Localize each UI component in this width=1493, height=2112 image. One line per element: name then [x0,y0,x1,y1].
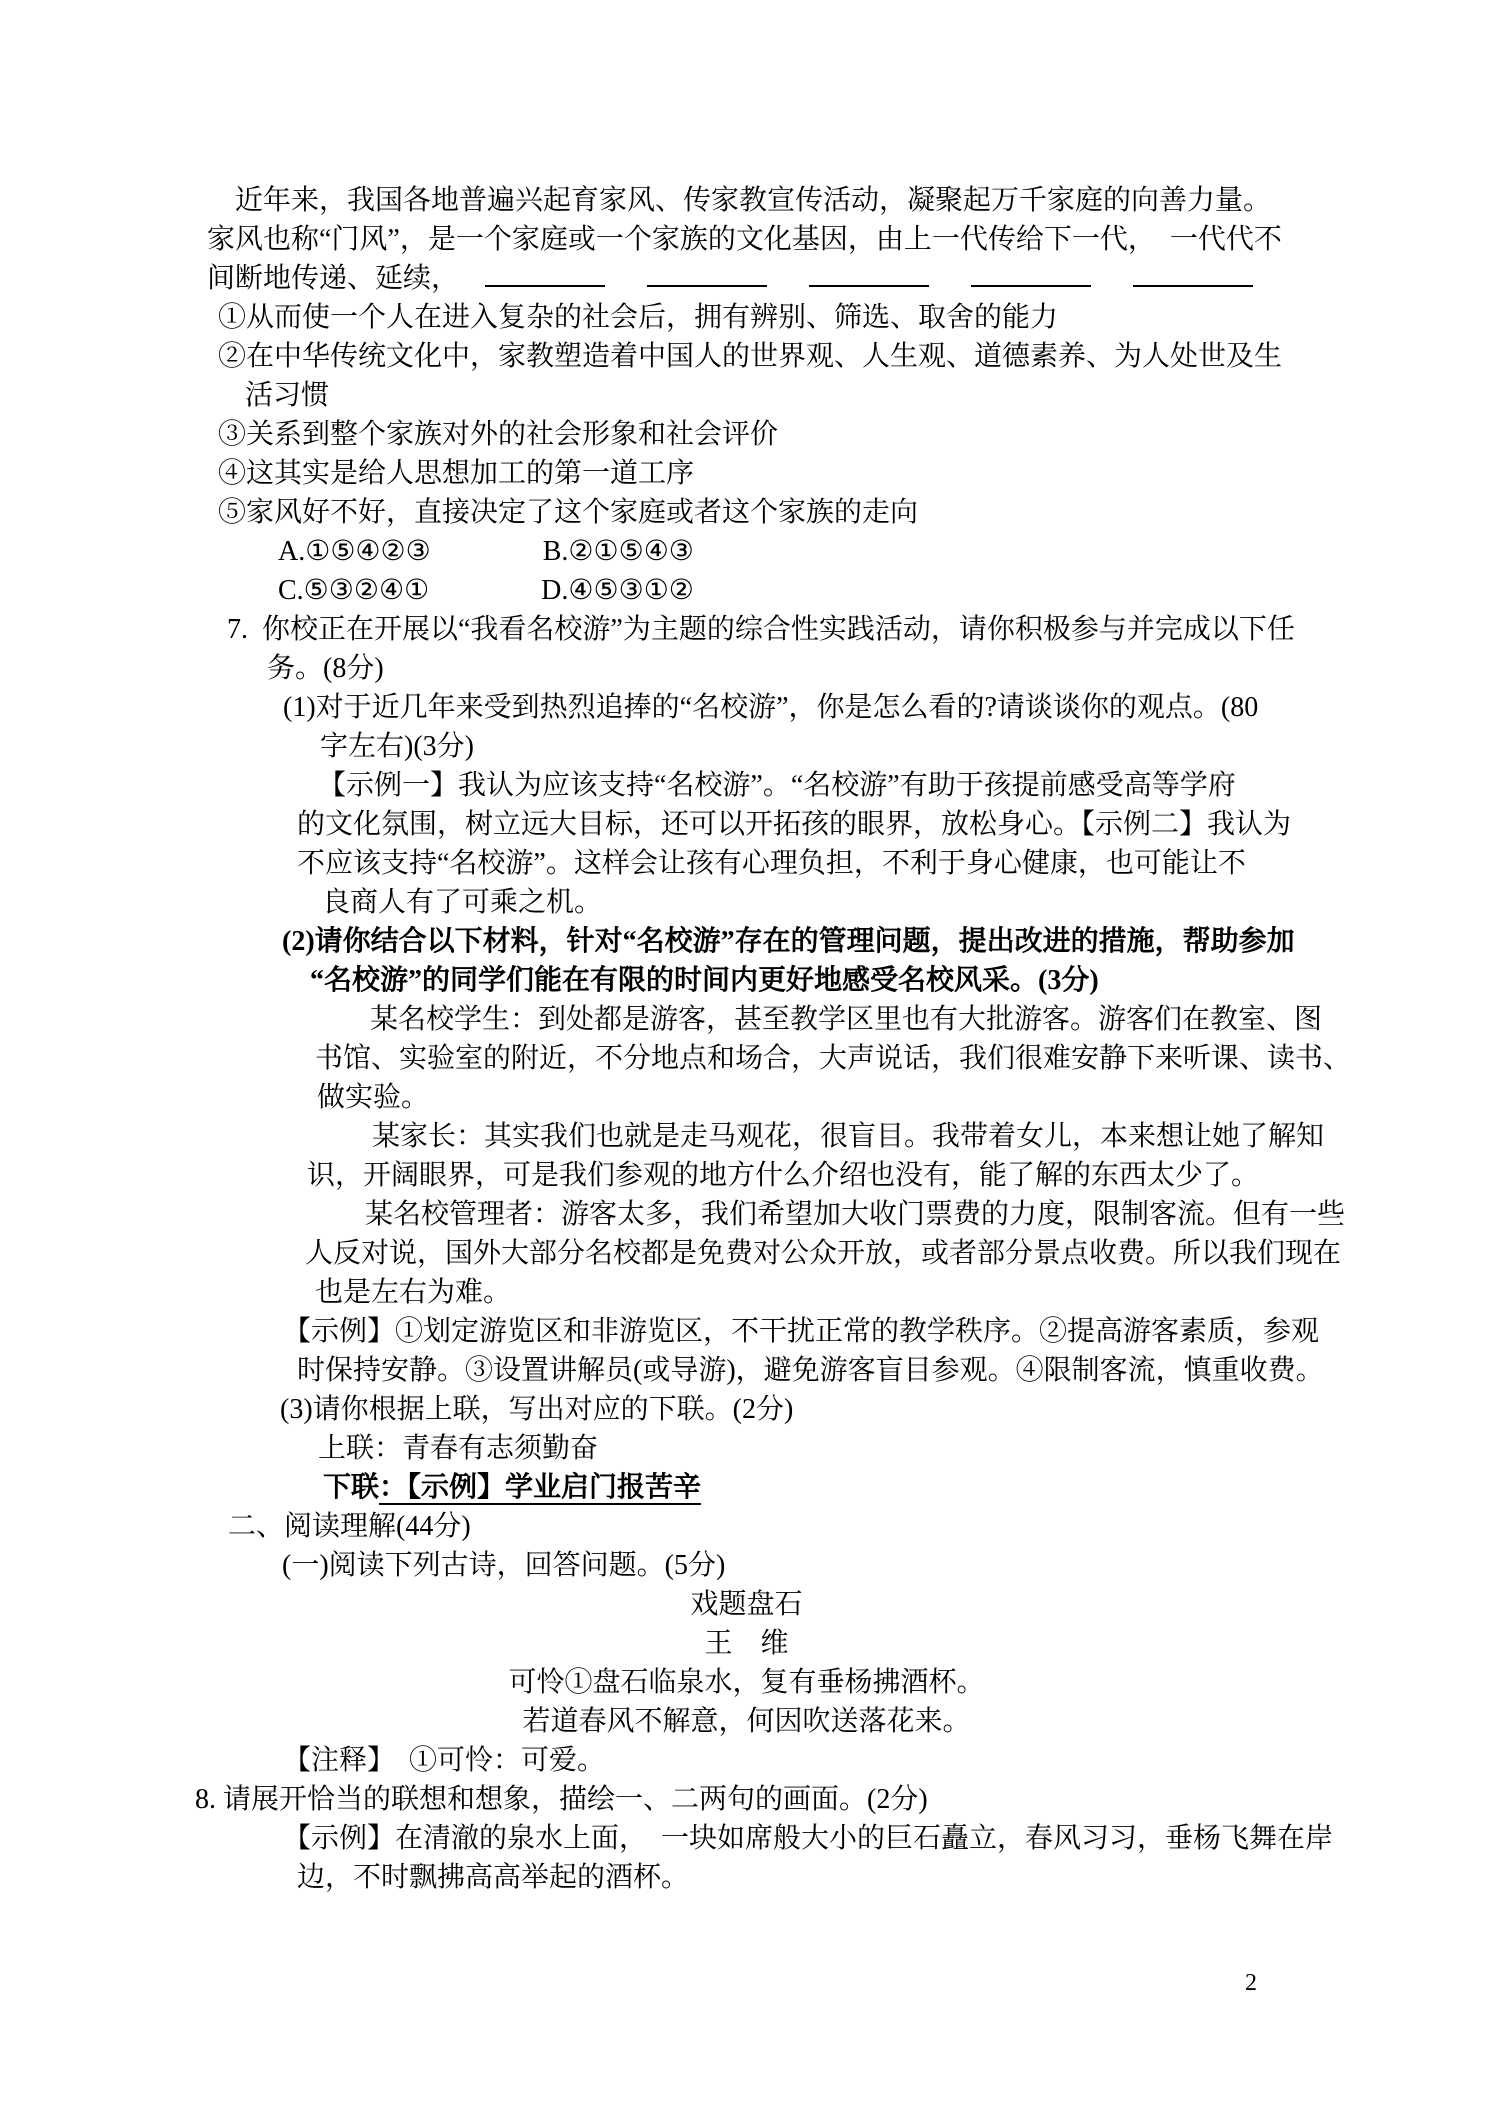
example-1-line-2: 的文化氛围，树立远大目标，还可以开拓孩的眼界，放松身心。【示例二】我认为 [297,809,1292,840]
example-1-line-3: 不应该支持“名校游”。这样会让孩有心理负担，不利于身心健康，也可能让不 [297,848,1246,879]
question-7: 7. 你校正在开展以“我看名校游”为主题的综合性实践活动，请你积极参与并完成以下任 [227,614,1295,645]
section-2-heading: 二、阅读理解(44分) [228,1511,471,1542]
poem-title: 戏题盘石 [690,1589,803,1620]
page-number: 2 [1245,1970,1257,1996]
poem-line-2: 若道春风不解意，何因吹送落花来。 [522,1706,971,1737]
material-student-3: 做实验。 [317,1082,430,1113]
material-student-2: 书馆、实验室的附近，不分地点和场合，大声说话，我们很难安静下来听课、读书、 [315,1043,1352,1074]
poem-line-1: 可怜①盘石临泉水，复有垂杨拂酒杯。 [508,1667,985,1698]
section-2-1-heading: (一)阅读下列古诗，回答问题。(5分) [282,1550,726,1581]
material-parent-1: 某家长：其实我们也就是走马观花，很盲目。我带着女儿，本来想让她了解知 [372,1121,1325,1152]
question-7-1: (1)对于近几年来受到热烈追捧的“名校游”，你是怎么看的?请谈谈你的观点。(80 [283,692,1259,723]
poem-note: 【注释】 ①可怜：可爱。 [283,1745,606,1776]
sequence-item-1: ①从而使一个人在进入复杂的社会后，拥有辨别、筛选、取舍的能力 [218,302,1059,333]
document-body [0,181,1493,1897]
answer-blank [809,283,929,287]
material-admin-2: 人反对说，国外大部分名校都是免费对公众开放，或者部分景点收费。所以我们现在 [305,1238,1342,1269]
example-1-line-1: 【示例一】我认为应该支持“名校游”。“名校游”有助于孩提前感受高等学府 [318,770,1236,801]
options-row-cd: C.⑤③②④① D.④⑤③①② [278,575,694,606]
sequence-item-5: ⑤家风好不好，直接决定了这个家庭或者这个家族的走向 [218,497,919,528]
passage-line-1: 近年来，我国各地普遍兴起育家风、传家教宣传活动，凝聚起万千家庭的向善力量。 [235,185,1272,216]
material-admin-3: 也是左右为难。 [315,1277,512,1308]
example-answer-7-2-line-2: 时保持安静。③设置讲解员(或导游)，避免游客盲目参观。④限制客流，慎重收费。 [297,1355,1324,1386]
answer-blank [1133,283,1253,287]
material-admin-1: 某名校管理者：游客太多，我们希望加大收门票费的力度，限制客流。但有一些 [365,1199,1346,1230]
material-parent-2: 识，开阔眼界，可是我们参观的地方什么介绍也没有，能了解的东西太少了。 [307,1160,1260,1191]
question-7-2: (2)请你结合以下材料，针对“名校游”存在的管理问题，提出改进的措施，帮助参加 [282,926,1295,957]
example-answer-8-line-2: 边，不时飘拂高高举起的酒杯。 [297,1862,690,1893]
question-8: 8. 请展开恰当的联想和想象，描绘一、二两句的画面。(2分) [195,1784,928,1815]
question-7-1-cont: 字左右)(3分) [320,731,474,762]
sequence-item-2: ②在中华传统文化中，家教塑造着中国人的世界观、人生观、道德素养、为人处世及生 [218,341,1283,372]
example-1-line-4: 良商人有了可乘之机。 [322,887,603,918]
passage-line-3: 间断地传递、延续， [0,259,1493,298]
options-row-ab: A.①⑤④②③ B.②①⑤④③ [278,536,694,567]
material-student-1: 某名校学生：到处都是游客，甚至教学区里也有大批游客。游客们在教室、图 [370,1004,1323,1035]
answer-blank [485,283,605,287]
passage-line-2: 家风也称“门风”，是一个家庭或一个家族的文化基因，由上一代传给下一代， 一代代不 [207,224,1282,255]
question-7-3: (3)请你根据上联，写出对应的下联。(2分) [280,1394,794,1425]
poem-author: 王 维 [704,1628,789,1659]
sequence-item-4: ④这其实是给人思想加工的第一道工序 [218,458,695,489]
couplet-first-line: 上联：青春有志须勤奋 [318,1433,599,1464]
question-7-2-cont: “名校游”的同学们能在有限的时间内更好地感受名校风采。(3分) [310,965,1099,996]
example-answer-8-line-1: 【示例】在清澈的泉水上面， 一块如席般大小的巨石矗立，春风习习，垂杨飞舞在岸 [283,1823,1334,1854]
sequence-item-3: ③关系到整个家族对外的社会形象和社会评价 [218,419,779,450]
question-7-cont: 务。(8分) [267,653,384,684]
answer-blank [647,283,767,287]
couplet-second-line [0,1468,1493,1507]
example-answer-7-2-line-1: 【示例】①划定游览区和非游览区，不干扰正常的教学秩序。②提高游客素质，参观 [283,1316,1320,1347]
couplet-second-label: 下联 [323,1472,380,1503]
sequence-item-2-cont: 活习惯 [245,380,330,411]
answer-blank [971,283,1091,287]
couplet-second-answer: ：【示例】学业启门报苦辛 [379,1472,702,1503]
